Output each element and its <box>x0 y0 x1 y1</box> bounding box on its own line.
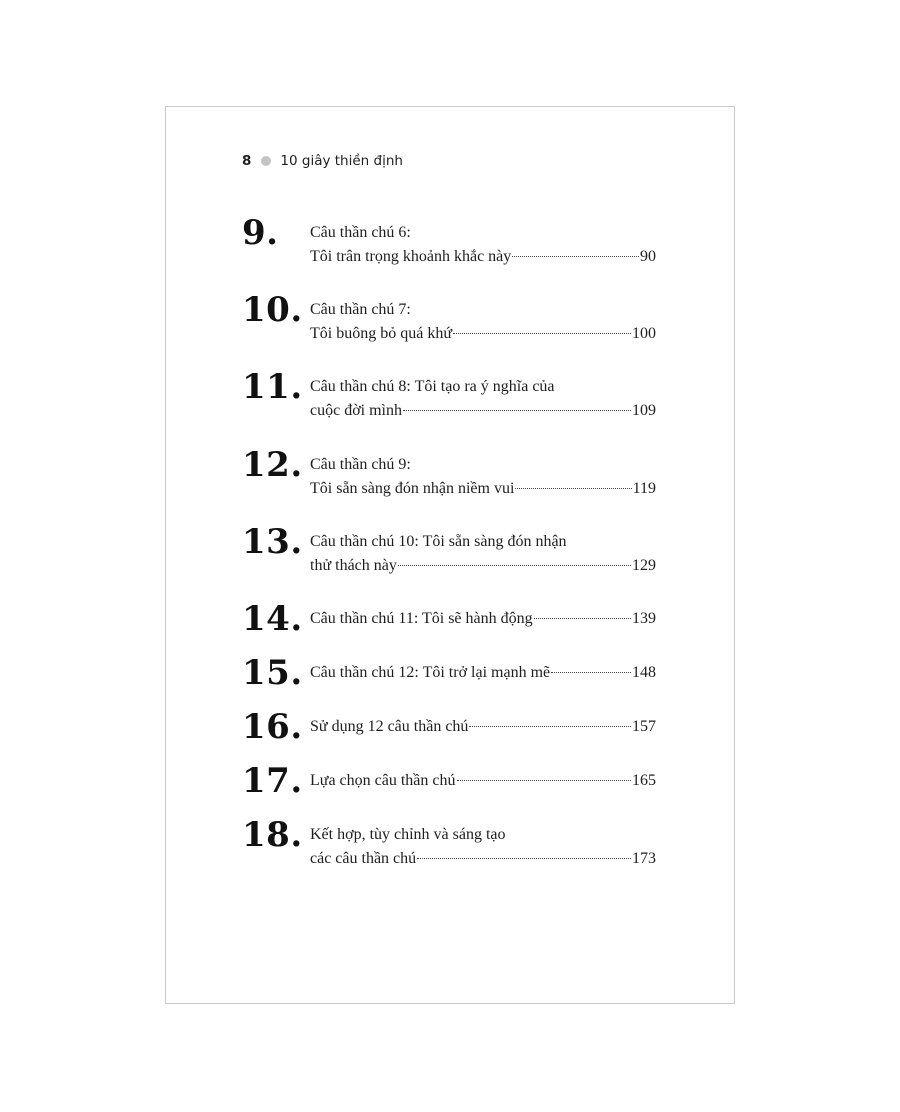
dot-leader <box>398 565 631 566</box>
chapter-number: 9. <box>242 213 279 253</box>
chapter-page-number: 100 <box>632 325 656 342</box>
chapter-title-line: Tôi trân trọng khoảnh khắc này <box>310 248 512 265</box>
chapter-page-number: 109 <box>632 402 656 419</box>
dot-leader <box>512 256 639 257</box>
chapter-number: 16. <box>242 707 303 747</box>
chapter-title <box>310 530 656 578</box>
dot-leader <box>534 618 631 619</box>
chapter-title-line: Câu thần chú 11: Tôi sẽ hành động <box>310 610 533 627</box>
chapter-title-line: Câu thần chú 6: <box>310 224 411 241</box>
dot-leader <box>417 858 631 859</box>
chapter-number: 13. <box>242 522 303 562</box>
chapter-page-number: 157 <box>632 718 656 735</box>
chapter-title-line: Sử dụng 12 câu thần chú <box>310 718 469 735</box>
chapter-title <box>310 375 656 423</box>
chapter-title-line: Câu thần chú 9: <box>310 456 411 473</box>
chapter-page-number: 129 <box>632 557 656 574</box>
chapter-number: 11. <box>242 367 303 407</box>
running-header <box>242 151 403 171</box>
chapter-number: 14. <box>242 599 303 639</box>
chapter-title-line: Tôi buông bỏ quá khứ <box>310 325 452 342</box>
chapter-title <box>310 298 656 346</box>
chapter-title-line: Câu thần chú 8: Tôi tạo ra ý nghĩa của <box>310 378 555 395</box>
chapter-number: 15. <box>242 653 303 693</box>
chapter-title-line: Lựa chọn câu thần chú <box>310 772 456 789</box>
chapter-page-number: 139 <box>632 610 656 627</box>
chapter-number: 18. <box>242 815 303 855</box>
chapter-page-number: 119 <box>632 480 656 497</box>
chapter-number: 10. <box>242 290 303 330</box>
chapter-title-line: Kết hợp, tùy chỉnh và sáng tạo <box>310 826 506 843</box>
dot-leader <box>453 333 631 334</box>
book-page <box>165 106 735 1004</box>
dot-leader <box>403 410 631 411</box>
chapter-title-line: các câu thần chú <box>310 850 417 867</box>
chapter-title <box>310 453 656 501</box>
chapter-page-number: 165 <box>632 772 656 789</box>
dot-leader <box>469 726 631 727</box>
chapter-title-line: Câu thần chú 7: <box>310 301 411 318</box>
chapter-title <box>310 661 656 685</box>
chapter-title <box>310 607 656 631</box>
chapter-title <box>310 823 656 871</box>
bullet-dot-icon <box>261 156 271 166</box>
book-title: 10 giây thiền định <box>280 153 403 169</box>
chapter-title-line: Câu thần chú 10: Tôi sẵn sàng đón nhận <box>310 533 567 550</box>
dot-leader <box>551 672 631 673</box>
chapter-title-line: thử thách này <box>310 557 397 574</box>
chapter-title <box>310 769 656 793</box>
page-number: 8 <box>242 153 252 169</box>
dot-leader <box>457 780 632 781</box>
dot-leader <box>515 488 631 489</box>
chapter-title <box>310 221 656 269</box>
chapter-number: 12. <box>242 445 303 485</box>
chapter-title <box>310 715 656 739</box>
chapter-page-number: 90 <box>640 248 656 265</box>
chapter-title-line: Tôi sẵn sàng đón nhận niềm vui <box>310 480 515 497</box>
chapter-number: 17. <box>242 761 303 801</box>
chapter-title-line: cuộc đời mình <box>310 402 402 419</box>
chapter-title-line: Câu thần chú 12: Tôi trở lại mạnh mẽ <box>310 664 551 681</box>
chapter-page-number: 148 <box>632 664 656 681</box>
chapter-page-number: 173 <box>632 850 656 867</box>
